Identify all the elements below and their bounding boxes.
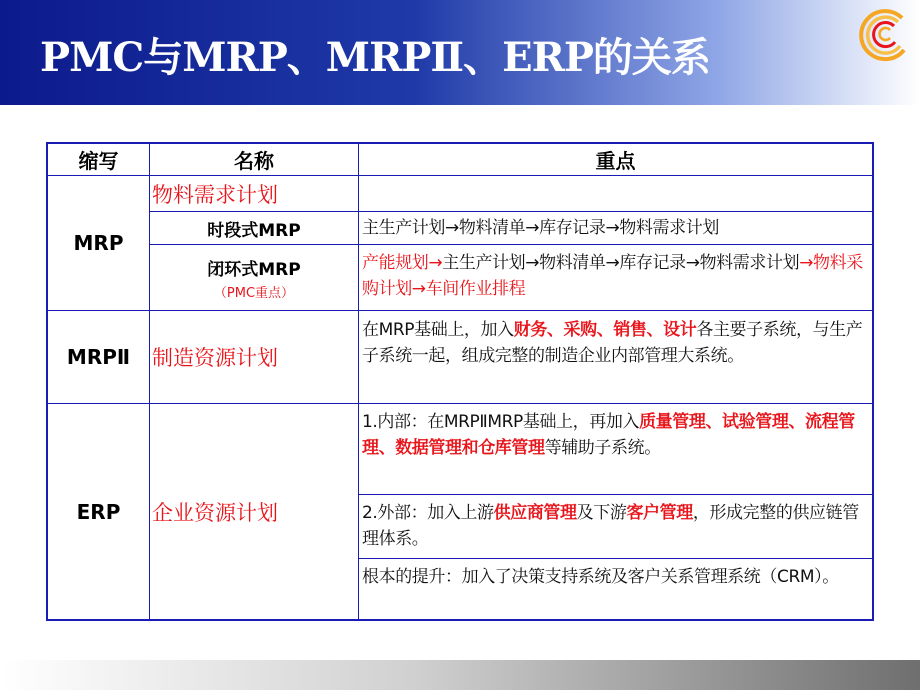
mrp-abbr: MRP xyxy=(48,176,150,311)
erp-focus-internal xyxy=(359,404,872,495)
mrp-name: 物料需求计划 xyxy=(150,176,359,212)
footer-bar xyxy=(0,660,920,690)
mrp-sub2-name: 闭环式MRP xyxy=(207,259,301,280)
mrp-sub1-name: 时段式MRP xyxy=(150,212,359,245)
focus-highlight: 产能规划→ xyxy=(362,253,443,273)
focus-text: 1.内部：在MRPⅡMRP基础上，再加入 xyxy=(362,412,640,432)
mrp2-name: 制造资源计划 xyxy=(150,311,359,404)
mrp2-focus xyxy=(359,311,872,404)
header-abbr: 缩写 xyxy=(48,144,150,176)
header-focus: 重点 xyxy=(359,144,872,176)
mrp-sub2-note: （PMC重点） xyxy=(213,285,295,301)
focus-text: 等辅助子系统。 xyxy=(544,438,661,458)
focus-text: 主生产计划→物料清单→库存记录→物料需求计划 xyxy=(442,253,800,273)
focus-text: ，形成完整的供应链管理体系。 xyxy=(362,503,859,549)
focus-text: 各主要子系统，与生产子系统一起，组成完整的制造企业内部管理大系统。 xyxy=(362,320,863,366)
focus-text: 2.外部：加入上游 xyxy=(362,503,494,523)
mrp-sub2-focus xyxy=(359,245,872,311)
focus-highlight: 财务、采购、销售、设计 xyxy=(513,320,697,340)
focus-highlight: 质量管理、试验管理、流程管理、数据管理和仓库管理 xyxy=(362,412,855,458)
focus-text: 在MRP基础上，加入 xyxy=(362,320,514,340)
header-name: 名称 xyxy=(150,144,359,176)
focus-highlight: 供应商管理 xyxy=(493,503,577,523)
erp-focus-external xyxy=(359,495,872,559)
mrp-focus-empty xyxy=(359,176,872,212)
swirl-logo-icon xyxy=(852,6,914,68)
erp-name: 企业资源计划 xyxy=(150,404,359,619)
focus-text: 及下游 xyxy=(576,503,627,523)
mrp-sub1-focus: 主生产计划→物料清单→库存记录→物料需求计划 xyxy=(359,212,872,245)
erp-abbr: ERP xyxy=(48,404,150,619)
mrp2-abbr: MRPⅡ xyxy=(48,311,150,404)
focus-highlight: 客户管理 xyxy=(626,503,693,523)
mrp-sub2-cell xyxy=(150,245,359,311)
comparison-table xyxy=(46,142,874,621)
focus-highlight: →物料采购计划→车间作业排程 xyxy=(362,253,863,299)
page-title: PMC与MRP、MRPⅡ、ERP的关系 xyxy=(40,34,710,81)
erp-focus-upgrade: 根本的提升：加入了决策支持系统及客户关系管理系统（CRM）。 xyxy=(362,567,839,587)
